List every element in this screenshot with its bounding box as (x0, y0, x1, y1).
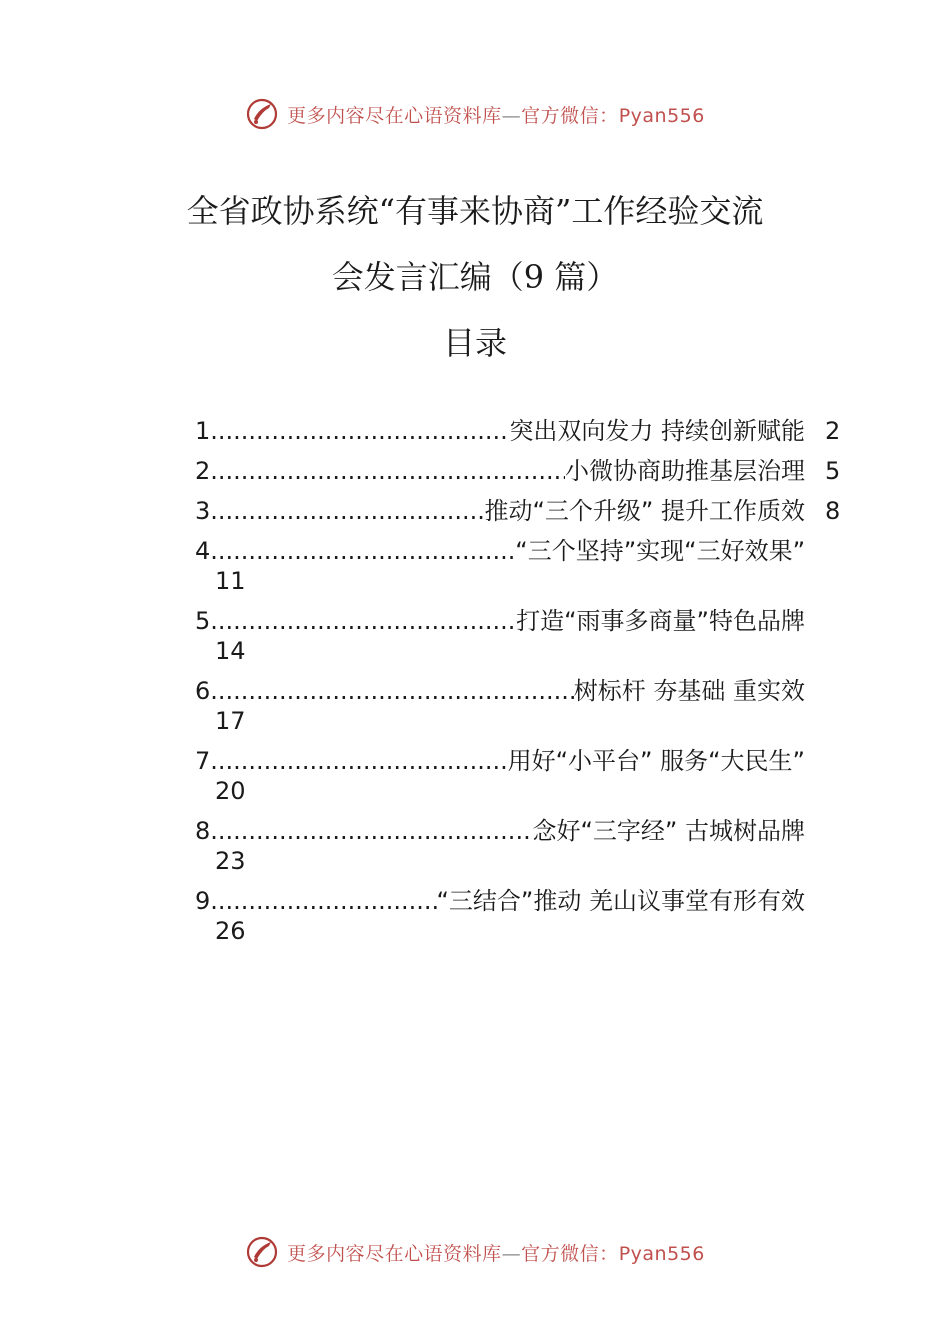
table-of-contents (195, 416, 845, 956)
toc-entry-page: 2 (825, 417, 841, 445)
banner-separator: — (501, 1242, 522, 1265)
toc-leader-dots (210, 416, 509, 446)
toc-entry-page: 23 (215, 847, 246, 875)
toc-entry[interactable] (195, 676, 845, 746)
footer-banner (0, 1232, 950, 1272)
document-title-line2: 会发言汇编（9 篇） (331, 258, 619, 296)
toc-entry[interactable] (195, 456, 845, 496)
banner-wechat-label: 官方微信： (521, 104, 619, 127)
toc-leader-dots (210, 886, 436, 916)
toc-entry-page: 14 (215, 637, 246, 665)
toc-entry-title: 念好“三字经” 古城树品牌 (532, 817, 805, 845)
toc-entry-title: 推动“三个升级” 提升工作质效 (484, 497, 805, 525)
toc-entry-title: 树标杆 夯基础 重实效 (573, 677, 805, 705)
toc-entry-title: 突出双向发力 持续创新赋能 (509, 417, 805, 445)
header-banner (0, 94, 950, 134)
banner-wechat-id: Pyan556 (618, 104, 705, 127)
toc-entry-page: 17 (215, 707, 246, 735)
toc-entry-title: 小微协商助推基层治理 (565, 457, 805, 485)
toc-entry[interactable] (195, 816, 845, 886)
toc-leader-dots (210, 816, 532, 846)
toc-entry-number: 2 (195, 457, 211, 485)
toc-leader-dots (210, 746, 507, 776)
banner-slogan: 更多内容尽在心语资料库 (287, 1242, 502, 1265)
toc-entry-page: 8 (825, 497, 841, 525)
toc-entry-number: 8 (195, 817, 211, 845)
pen-logo-icon (245, 97, 279, 131)
toc-entry-title: 打造“雨事多商量”特色品牌 (516, 607, 805, 635)
banner-text (287, 101, 705, 128)
toc-entry-title: “三个坚持”实现“三好效果” (515, 537, 805, 565)
toc-entry-title: 用好“小平台” 服务“大民生” (507, 747, 805, 775)
toc-entry[interactable] (195, 496, 845, 536)
toc-entry[interactable] (195, 886, 845, 956)
toc-entry-page: 11 (215, 567, 246, 595)
toc-entry-number: 9 (195, 887, 211, 915)
toc-entry-title: “三结合”推动 羌山议事堂有形有效 (436, 887, 805, 915)
toc-entry-number: 1 (195, 417, 211, 445)
document-title-line1: 全省政协系统“有事来协商”工作经验交流 (186, 192, 764, 230)
banner-wechat-id: Pyan556 (618, 1242, 705, 1265)
toc-leader-dots (210, 496, 484, 526)
toc-entry[interactable] (195, 746, 845, 816)
toc-entry-number: 5 (195, 607, 211, 635)
banner-slogan: 更多内容尽在心语资料库 (287, 104, 502, 127)
toc-entry-page: 26 (215, 917, 246, 945)
banner-text (287, 1239, 705, 1266)
toc-entry[interactable] (195, 606, 845, 676)
toc-entry[interactable] (195, 416, 845, 456)
banner-separator: — (501, 104, 522, 127)
toc-heading: 目录 (442, 324, 507, 362)
toc-entry-page: 20 (215, 777, 246, 805)
toc-leader-dots (210, 676, 573, 706)
toc-entry-number: 4 (195, 537, 211, 565)
toc-entry[interactable] (195, 536, 845, 606)
toc-leader-dots (210, 456, 565, 486)
toc-entry-number: 7 (195, 747, 211, 775)
pen-logo-icon (245, 1235, 279, 1269)
banner-wechat-label: 官方微信： (521, 1242, 619, 1265)
toc-entry-number: 6 (195, 677, 211, 705)
toc-leader-dots (210, 536, 515, 566)
toc-entry-number: 3 (195, 497, 211, 525)
toc-entry-page: 5 (825, 457, 841, 485)
toc-leader-dots (210, 606, 516, 636)
